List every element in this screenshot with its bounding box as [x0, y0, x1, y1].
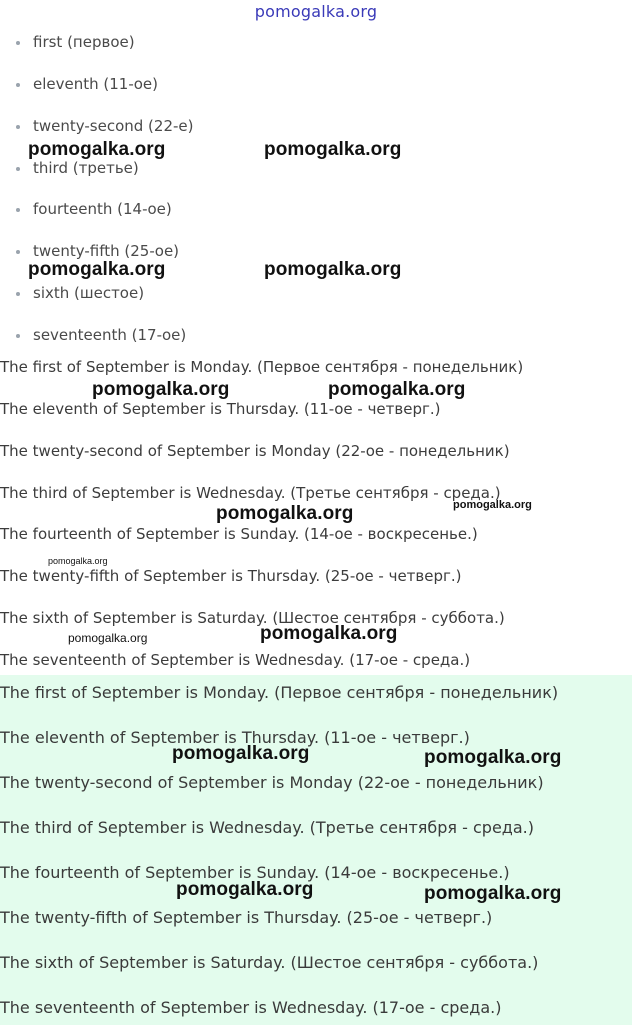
list-item-text: twenty-fifth (25-ое) — [33, 242, 180, 260]
answer-line: The third of September is Wednesday. (Третье сентября - среда.) — [0, 818, 534, 837]
sentence-line: The third of September is Wednesday. (Третье сентября - среда.) — [0, 484, 501, 502]
answer-line: The sixth of September is Saturday. (Шестое сентября - суббота.) — [0, 953, 539, 972]
list-item-text: sixth (шестое) — [33, 284, 145, 302]
bullet-icon — [16, 83, 20, 87]
watermark: pomogalka.org — [453, 499, 532, 511]
watermark: pomogalka.org — [264, 259, 402, 280]
watermark: pomogalka.org — [260, 623, 398, 644]
watermark: pomogalka.org — [172, 743, 310, 764]
sentence-line: The first of September is Monday. (Первое сентября - понедельник) — [0, 358, 524, 376]
header-site-link[interactable]: pomogalka.org — [254, 2, 378, 21]
watermark: pomogalka.org — [424, 747, 562, 768]
list-item-text: fourteenth (14-ое) — [33, 200, 172, 218]
list-item — [14, 281, 414, 305]
bullet-icon — [16, 208, 20, 212]
list-item-text: twenty-second (22-е) — [33, 117, 194, 135]
list-item — [14, 30, 414, 54]
list-item — [14, 323, 414, 347]
bullet-icon — [16, 292, 20, 296]
sentence-line: The sixth of September is Saturday. (Шестое сентября - суббота.) — [0, 609, 505, 627]
sentence-line: The eleventh of September is Thursday. (11-ое - четверг.) — [0, 400, 441, 418]
watermark: pomogalka.org — [176, 879, 314, 900]
watermark: pomogalka.org — [264, 139, 402, 160]
sentence-line: The twenty-fifth of September is Thursday. (25-ое - четверг.) — [0, 567, 462, 585]
bullet-icon — [16, 334, 20, 338]
sentence-line: The fourteenth of September is Sunday. (14-ое - воскресенье.) — [0, 525, 478, 543]
list-item-text: seventeenth (17-ое) — [33, 326, 187, 344]
answer-line: The seventeenth of September is Wednesday. (17-ое - среда.) — [0, 998, 502, 1017]
answer-line: The fourteenth of September is Sunday. (14-ое - воскресенье.) — [0, 863, 510, 882]
answer-line: The twenty-fifth of September is Thursday. (25-ое - четверг.) — [0, 908, 493, 927]
watermark: pomogalka.org — [28, 259, 166, 280]
bullet-icon — [16, 41, 20, 45]
bullet-icon — [16, 167, 20, 171]
list-item — [14, 72, 414, 96]
answer-line: The twenty-second of September is Monday (22-ое - понедельник) — [0, 773, 544, 792]
bullet-icon — [16, 125, 20, 129]
watermark: pomogalka.org — [68, 631, 148, 645]
watermark: pomogalka.org — [328, 379, 466, 400]
list-item — [14, 197, 414, 221]
list-item-text: first (первое) — [33, 33, 135, 51]
watermark: pomogalka.org — [28, 139, 166, 160]
bullet-icon — [16, 250, 20, 254]
watermark: pomogalka.org — [216, 503, 354, 524]
watermark: pomogalka.org — [92, 379, 230, 400]
answer-line: The first of September is Monday. (Первое сентября - понедельник) — [0, 683, 559, 702]
sentence-line: The twenty-second of September is Monday (22-ое - понедельник) — [0, 442, 510, 460]
list-item-text: third (третье) — [33, 159, 139, 177]
sentence-line: The seventeenth of September is Wednesday. (17-ое - среда.) — [0, 651, 471, 669]
watermark: pomogalka.org — [424, 883, 562, 904]
list-item — [14, 114, 414, 138]
answer-line: The eleventh of September is Thursday. (11-ое - четверг.) — [0, 728, 470, 747]
list-item-text: eleventh (11-ое) — [33, 75, 159, 93]
watermark: pomogalka.org — [48, 556, 108, 566]
